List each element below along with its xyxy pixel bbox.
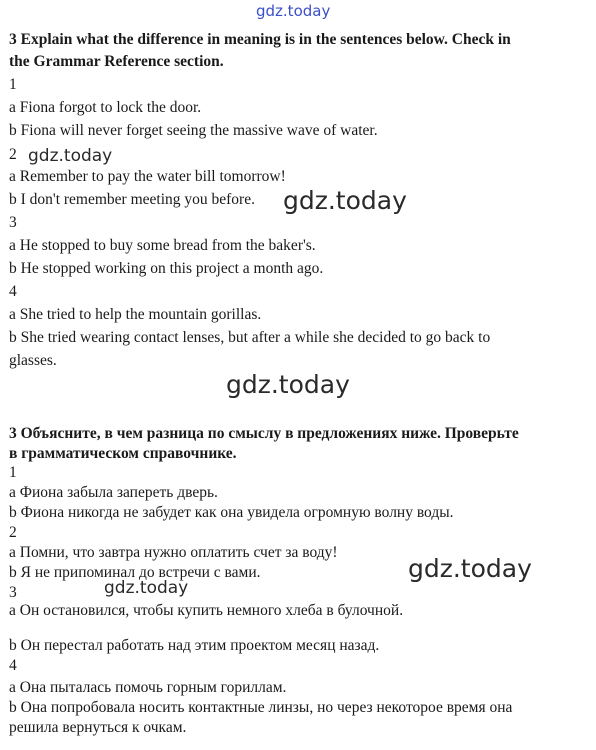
russian-item-4-a: a Она пыталась помочь горным гориллам. — [9, 679, 287, 696]
english-item-3-b: b He stopped working on this project a month ago. — [9, 260, 324, 277]
watermark-small-2: gdz.today — [104, 578, 189, 598]
english-item-4-a: a She tried to help the mountain gorillas. — [9, 306, 262, 323]
english-item-1-number: 1 — [9, 76, 17, 93]
watermark-top: gdz.today — [256, 2, 331, 20]
watermark-big-1: gdz.today — [283, 186, 407, 215]
russian-item-2-a: a Помни, что завтра нужно оплатить счет за воду! — [9, 544, 338, 561]
russian-item-1-a: a Фиона забыла запереть дверь. — [9, 484, 218, 501]
russian-item-2-number: 2 — [9, 524, 17, 541]
english-item-3-a: a He stopped to buy some bread from the baker's. — [9, 237, 316, 254]
english-item-3-number: 3 — [9, 214, 17, 231]
english-item-1-b: b Fiona will never forget seeing the massive wave of water. — [9, 122, 378, 139]
english-item-4-b-line-2: glasses. — [9, 352, 57, 369]
russian-heading-line-2: в грамматическом справочнике. — [9, 445, 237, 462]
watermark-big-3: gdz.today — [408, 554, 532, 583]
russian-item-4-number: 4 — [9, 657, 17, 674]
english-item-2-b: b I don't remember meeting you before. — [9, 191, 255, 208]
english-item-2-number: 2 — [9, 146, 17, 163]
russian-item-1-b: b Фиона никогда не забудет как она увидела огромную волну воды. — [9, 504, 454, 521]
russian-item-3-a: a Он остановился, чтобы купить немного хлеба в булочной. — [9, 602, 404, 619]
russian-item-1-number: 1 — [9, 464, 17, 481]
english-item-1-a: a Fiona forgot to lock the door. — [9, 99, 202, 116]
russian-item-2-b: b Я не припоминал до встречи с вами. — [9, 564, 261, 581]
russian-item-4-b-line-2: решила вернуться к очкам. — [9, 719, 187, 736]
watermark-small-1: gdz.today — [28, 146, 113, 166]
english-item-2-a: a Remember to pay the water bill tomorrow! — [9, 168, 286, 185]
english-heading-line-1: 3 Explain what the difference in meaning is in the sentences below. Check in — [9, 31, 511, 48]
english-item-4-number: 4 — [9, 283, 17, 300]
russian-item-4-b-line-1: b Она попробовала носить контактные линзы, но через некоторое время она — [9, 699, 513, 716]
russian-item-3-b: b Он перестал работать над этим проектом месяц назад. — [9, 637, 380, 654]
watermark-big-2: gdz.today — [226, 370, 350, 399]
russian-heading-line-1: 3 Объясните, в чем разница по смыслу в предложениях ниже. Проверьте — [9, 425, 519, 442]
english-heading-line-2: the Grammar Reference section. — [9, 53, 224, 70]
english-item-4-b-line-1: b She tried wearing contact lenses, but after a while she decided to go back to — [9, 329, 491, 346]
russian-item-3-number: 3 — [9, 584, 17, 601]
